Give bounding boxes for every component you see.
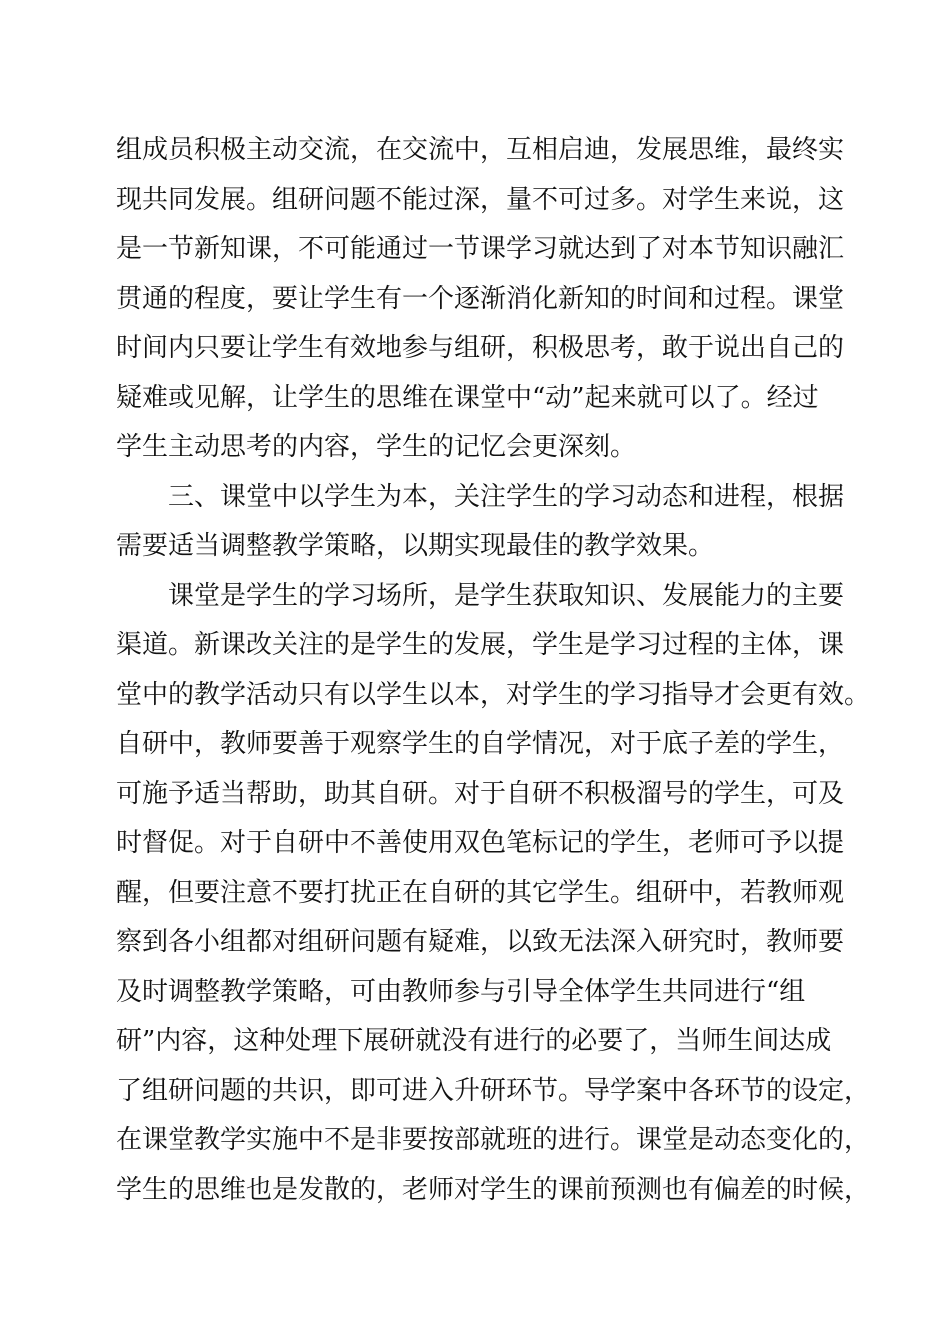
text-line-9: 需要适当调整教学策略，以期实现最佳的教学效果。 [116,531,715,561]
text-line-2: 现共同发展。组研问题不能过深，量不可过多。对学生来说，这 [116,184,845,215]
section-heading-3: 三、课堂中以学生为本，关注学生的学习动态和进程，根据 [168,481,845,512]
text-line-19: 研”内容，这种处理下展研就没有进行的必要了，当师生间达成 [116,1026,832,1056]
text-line-5: 时间内只要让学生有效地参与组研，积极思考，敢于说出自己的 [116,333,845,363]
text-line-7: 学生主动思考的内容，学生的记忆会更深刻。 [116,432,637,462]
text-line-21: 在课堂教学实施中不是非要按部就班的进行。课堂是动态变化的， [116,1125,871,1155]
text-line-4: 贯通的程度，要让学生有一个逐渐消化新知的时间和过程。课堂 [116,283,845,314]
text-line-1: 组成员积极主动交流，在交流中，互相启迪，发展思维，最终实 [116,135,845,165]
text-line-11: 渠道。新课改关注的是学生的发展，学生是学习过程的主体，课 [116,630,845,660]
text-line-15: 时督促。对于自研中不善使用双色笔标记的学生，老师可予以提 [116,828,845,858]
text-line-17: 察到各小组都对组研问题有疑难，以致无法深入研究时，教师要 [116,927,845,957]
text-line-14: 可施予适当帮助，助其自研。对于自研不积极溜号的学生，可及 [116,778,845,809]
text-line-6: 疑难或见解，让学生的思维在课堂中“动”起来就可以了。经过 [116,382,819,413]
paragraph-start: 课堂是学生的学习场所，是学生获取知识、发展能力的主要 [168,580,845,611]
text-line-13: 自研中，教师要善于观察学生的自学情况，对于底子差的学生， [116,729,845,759]
body-text [116,126,871,1215]
text-line-3: 是一节新知课，不可能通过一节课学习就达到了对本节知识融汇 [116,234,845,264]
text-line-22: 学生的思维也是发散的，老师对学生的课前预测也有偏差的时候， [116,1174,871,1205]
text-line-20: 了组研问题的共识，即可进入升研环节。导学案中各环节的设定， [116,1075,871,1106]
text-line-12: 堂中的教学活动只有以学生以本，对学生的学习指导才会更有效。 [116,679,871,710]
text-line-18: 及时调整教学策略，可由教师参与引导全体学生共同进行“组 [116,976,806,1007]
text-line-16: 醒，但要注意不要打扰正在自研的其它学生。组研中，若教师观 [116,877,845,908]
